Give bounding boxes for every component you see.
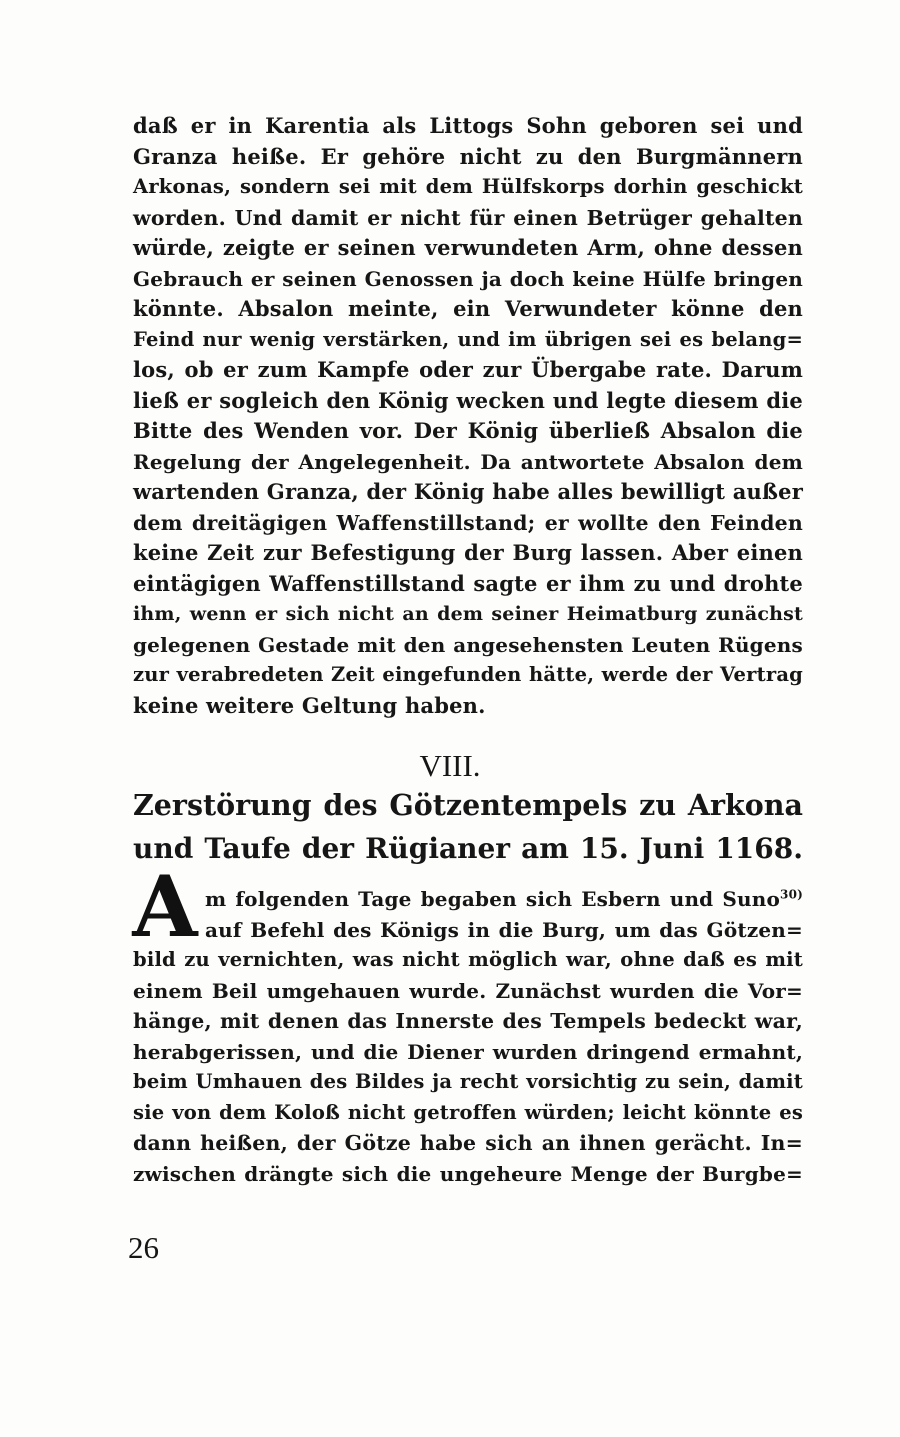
paragraph-1-line-6: Gebrauch er seinen Genossen ja doch keine Hülfe bringen <box>133 266 803 291</box>
paragraph-2-body-line-2: einem Beil umgehauen wurde. Zunächst wurden die Vor= <box>133 978 803 1003</box>
paragraph-1-line-3: Arkonas, sondern sei mit dem Hülfskorps dorhin geschickt <box>133 175 803 198</box>
paragraph-1-line-19: zur verabredeten Zeit eingefunden hätte, werde der Vertrag <box>133 663 803 686</box>
paragraph-1-line-1: daß er in Karentia als Littogs Sohn geboren sei und <box>133 113 803 138</box>
paragraph-1-line-10: ließ er sogleich den König wecken und legte diesem die <box>133 387 803 413</box>
paragraph-2-line-2: auf Befehl des Königs in die Burg, um das Götzen= <box>205 917 803 942</box>
chapter-title-line-1: Zerstörung des Götzentempels zu Arkona <box>133 788 803 822</box>
paragraph-1-line-7: könnte. Absalon meinte, ein Verwundeter könne den <box>133 296 803 321</box>
chapter-title-line-2: und Taufe der Rügianer am 15. Juni 1168. <box>133 832 803 865</box>
paragraph-2-body-line-7: dann heißen, der Götze habe sich an ihnen gerächt. In= <box>133 1131 803 1155</box>
paragraph-2-body-line-8: zwischen drängte sich die ungeheure Menge der Burgbe= <box>133 1161 803 1186</box>
paragraph-1-line-9: los, ob er zum Kampfe oder zur Übergabe rate. Darum <box>133 357 803 382</box>
paragraph-2-line-1 <box>205 884 803 915</box>
paragraph-1-line-16: eintägigen Waffenstillstand sagte er ihm zu und drohte <box>133 570 803 596</box>
paragraph-2-indented <box>205 884 803 945</box>
paragraph-2-body-line-1: bild zu vernichten, was nicht möglich war, ohne daß es mit <box>133 948 803 971</box>
chapter-number: VIII. <box>419 748 481 783</box>
paragraph-1-line-15: keine Zeit zur Befestigung der Burg lassen. Aber einen <box>133 540 803 565</box>
paragraph-1-line-20: keine weitere Geltung haben. <box>133 692 486 718</box>
paragraph-1-line-12: Regelung der Angelegenheit. Da antwortete Absalon dem <box>133 449 803 474</box>
paragraph-1-line-2: Granza heiße. Er gehöre nicht zu den Burgmännern <box>133 143 803 169</box>
paragraph-2-body-line-3: hänge, mit denen das Innerste des Tempels bedeckt war, <box>133 1009 803 1033</box>
paragraph-2-body-line-5: beim Umhauen des Bildes ja recht vorsichtig zu sein, damit <box>133 1070 803 1093</box>
footnote-marker: 30) <box>780 887 803 902</box>
paragraph-1-line-11: Bitte des Wenden vor. Der König überließ Absalon die <box>133 418 803 443</box>
paragraph-1-line-5: würde, zeigte er seinen verwundeten Arm, ohne dessen <box>133 235 803 260</box>
paragraph-1 <box>133 111 803 721</box>
paragraph-1-line-17: ihm, wenn er sich nicht an dem seiner Heimatburg zunächst <box>133 603 803 625</box>
paragraph-2-body-line-6: sie von dem Koloß nicht getroffen würden; leicht könnte es <box>133 1100 803 1124</box>
page-number: 26 <box>128 1230 159 1265</box>
paragraph-2-line-1-text: m folgenden Tage begaben sich Esbern und Suno <box>205 887 781 911</box>
paragraph-2-body-line-4: herabgerissen, und die Diener wurden dringend ermahnt, <box>133 1039 803 1064</box>
paragraph-1-line-14: dem dreitägigen Waffenstillstand; er wollte den Feinden <box>133 510 803 535</box>
drop-cap-initial: A <box>132 857 198 956</box>
paragraph-1-line-18: gelegenen Gestade mit den angesehensten Leuten Rügens <box>133 632 803 657</box>
paragraph-2 <box>133 945 803 1189</box>
paragraph-1-line-4: worden. Und damit er nicht für einen Betrüger gehalten <box>133 205 803 230</box>
paragraph-1-line-8: Feind nur wenig verstärken, und im übrigen sei es belang= <box>133 327 803 351</box>
paragraph-1-line-13: wartenden Granza, der König habe alles bewilligt außer <box>133 479 803 504</box>
